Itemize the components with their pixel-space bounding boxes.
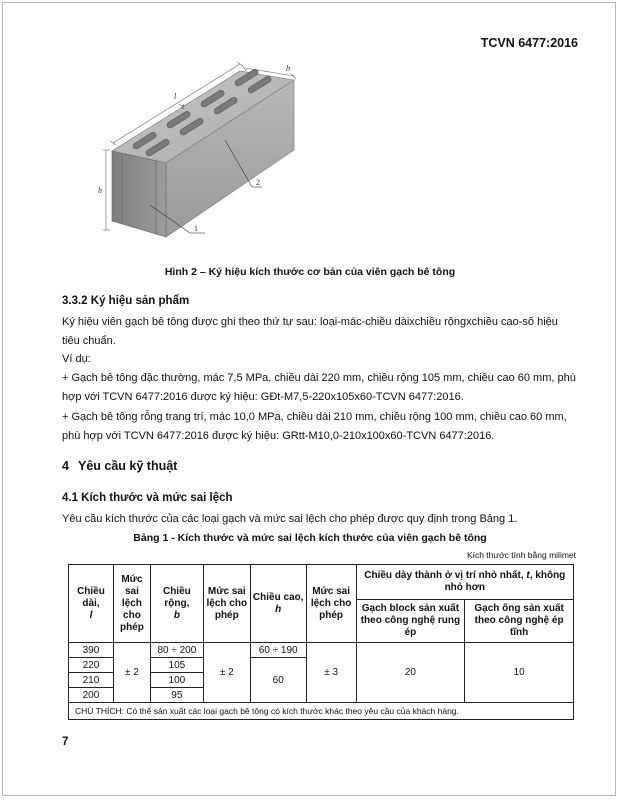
brick-end-face (112, 151, 166, 237)
brick-figure (70, 55, 330, 245)
table-unit-note: Kích thước tính bằng milimet (466, 550, 576, 560)
table-row (69, 643, 574, 658)
callout-1: 1 (194, 224, 198, 233)
label-thickness: t (182, 102, 185, 111)
section-4-1-title: 4.1 Kích thước và mức sai lệch (62, 492, 233, 504)
header-width: Chiều rộng, b (150, 565, 203, 643)
standard-code: TCVN 6477:2016 (480, 36, 578, 50)
header-wall-thickness: Chiều dày thành ở vị trí nhỏ nhất, t, không nhỏ hơn (356, 565, 573, 600)
example-2: + Gạch bê tông rỗng trang trí, mác 10,0 MPa, chiều dài 210 mm, chiều rộng 100 mm, chiều cao 60 mm, phù hợp với TCVN 6477:2016 được ký hiệu: GRtt-M10,0-210x100x60-TCVN 6477:2016. (62, 411, 567, 442)
header-width-dev: Mức sai lệch cho phép (203, 565, 250, 643)
width-cell: 100 (150, 673, 203, 688)
figure-caption: Hình 2 – Ký hiệu kích thước cơ bản của viên gạch bê tông (164, 266, 456, 278)
header-length-dev: Mức sai lệch cho phép (113, 565, 150, 643)
header-length: Chiều dài, l (69, 565, 114, 643)
section-4-1-text: Yêu cầu kích thước của các loại gạch và mức sai lệch cho phép được quy định trong Bảng 1. (62, 513, 518, 525)
section-4-title (62, 459, 177, 473)
example-label: Ví dụ: (62, 353, 91, 365)
header-block: Gạch block sản xuất theo công nghệ rung ép (356, 600, 465, 643)
section-3-3-2-intro: Ký hiệu viên gạch bê tông được ghi theo thứ tự sau: loại-mác-chiều dàixchiều rộngxchiều cao-số hiệu tiêu chuẩn. (62, 316, 558, 347)
width-cell: 105 (150, 658, 203, 673)
table-title: Bảng 1 - Kích thước và mức sai lệch kích thước của viên gạch bê tông (133, 532, 487, 544)
width-dev-cell: ± 2 (203, 643, 250, 703)
width-cell: 95 (150, 688, 203, 703)
label-height: h (98, 186, 102, 195)
table-note: CHÚ THÍCH: Có thể sản xuất các loại gạch bê tông có kích thước khác theo yêu cầu của khách hàng. (69, 703, 574, 720)
example-1: + Gạch bê tông đặc thường, mác 7,5 MPa, chiều dài 220 mm, chiều rộng 105 mm, chiều cao 60 mm, phù hợp với TCVN 6477:2016 được ký hiệu: GĐt-M7,5-220x105x60-TCVN 6477:2016. (62, 372, 576, 403)
length-cell: 390 (69, 643, 114, 658)
dimension-table (68, 564, 574, 720)
length-cell: 200 (69, 688, 114, 703)
section-4-heading: Yêu cầu kỹ thuật (78, 459, 178, 473)
section-3-3-2-title: 3.3.2 Ký hiệu sản phẩm (62, 295, 190, 307)
height-cell: 60 (250, 658, 306, 703)
height-cell: 60 ÷ 190 (250, 643, 306, 658)
header-tube: Gạch ống sản xuất theo công nghệ ép tĩnh (465, 600, 574, 643)
callout-2: 2 (256, 178, 260, 187)
label-width: b (286, 64, 290, 73)
header-height-dev: Mức sai lệch cho phép (306, 565, 356, 643)
label-length: l (174, 92, 177, 101)
length-dev-cell: ± 2 (113, 643, 150, 703)
width-cell: 80 ÷ 200 (150, 643, 203, 658)
length-cell: 220 (69, 658, 114, 673)
wall-tube-cell: 10 (465, 643, 574, 703)
wall-block-cell: 20 (356, 643, 465, 703)
height-dev-cell: ± 3 (306, 643, 356, 703)
header-height: Chiều cao, h (250, 565, 306, 643)
length-cell: 210 (69, 673, 114, 688)
page-number: 7 (62, 736, 69, 748)
section-4-number: 4 (62, 459, 69, 473)
